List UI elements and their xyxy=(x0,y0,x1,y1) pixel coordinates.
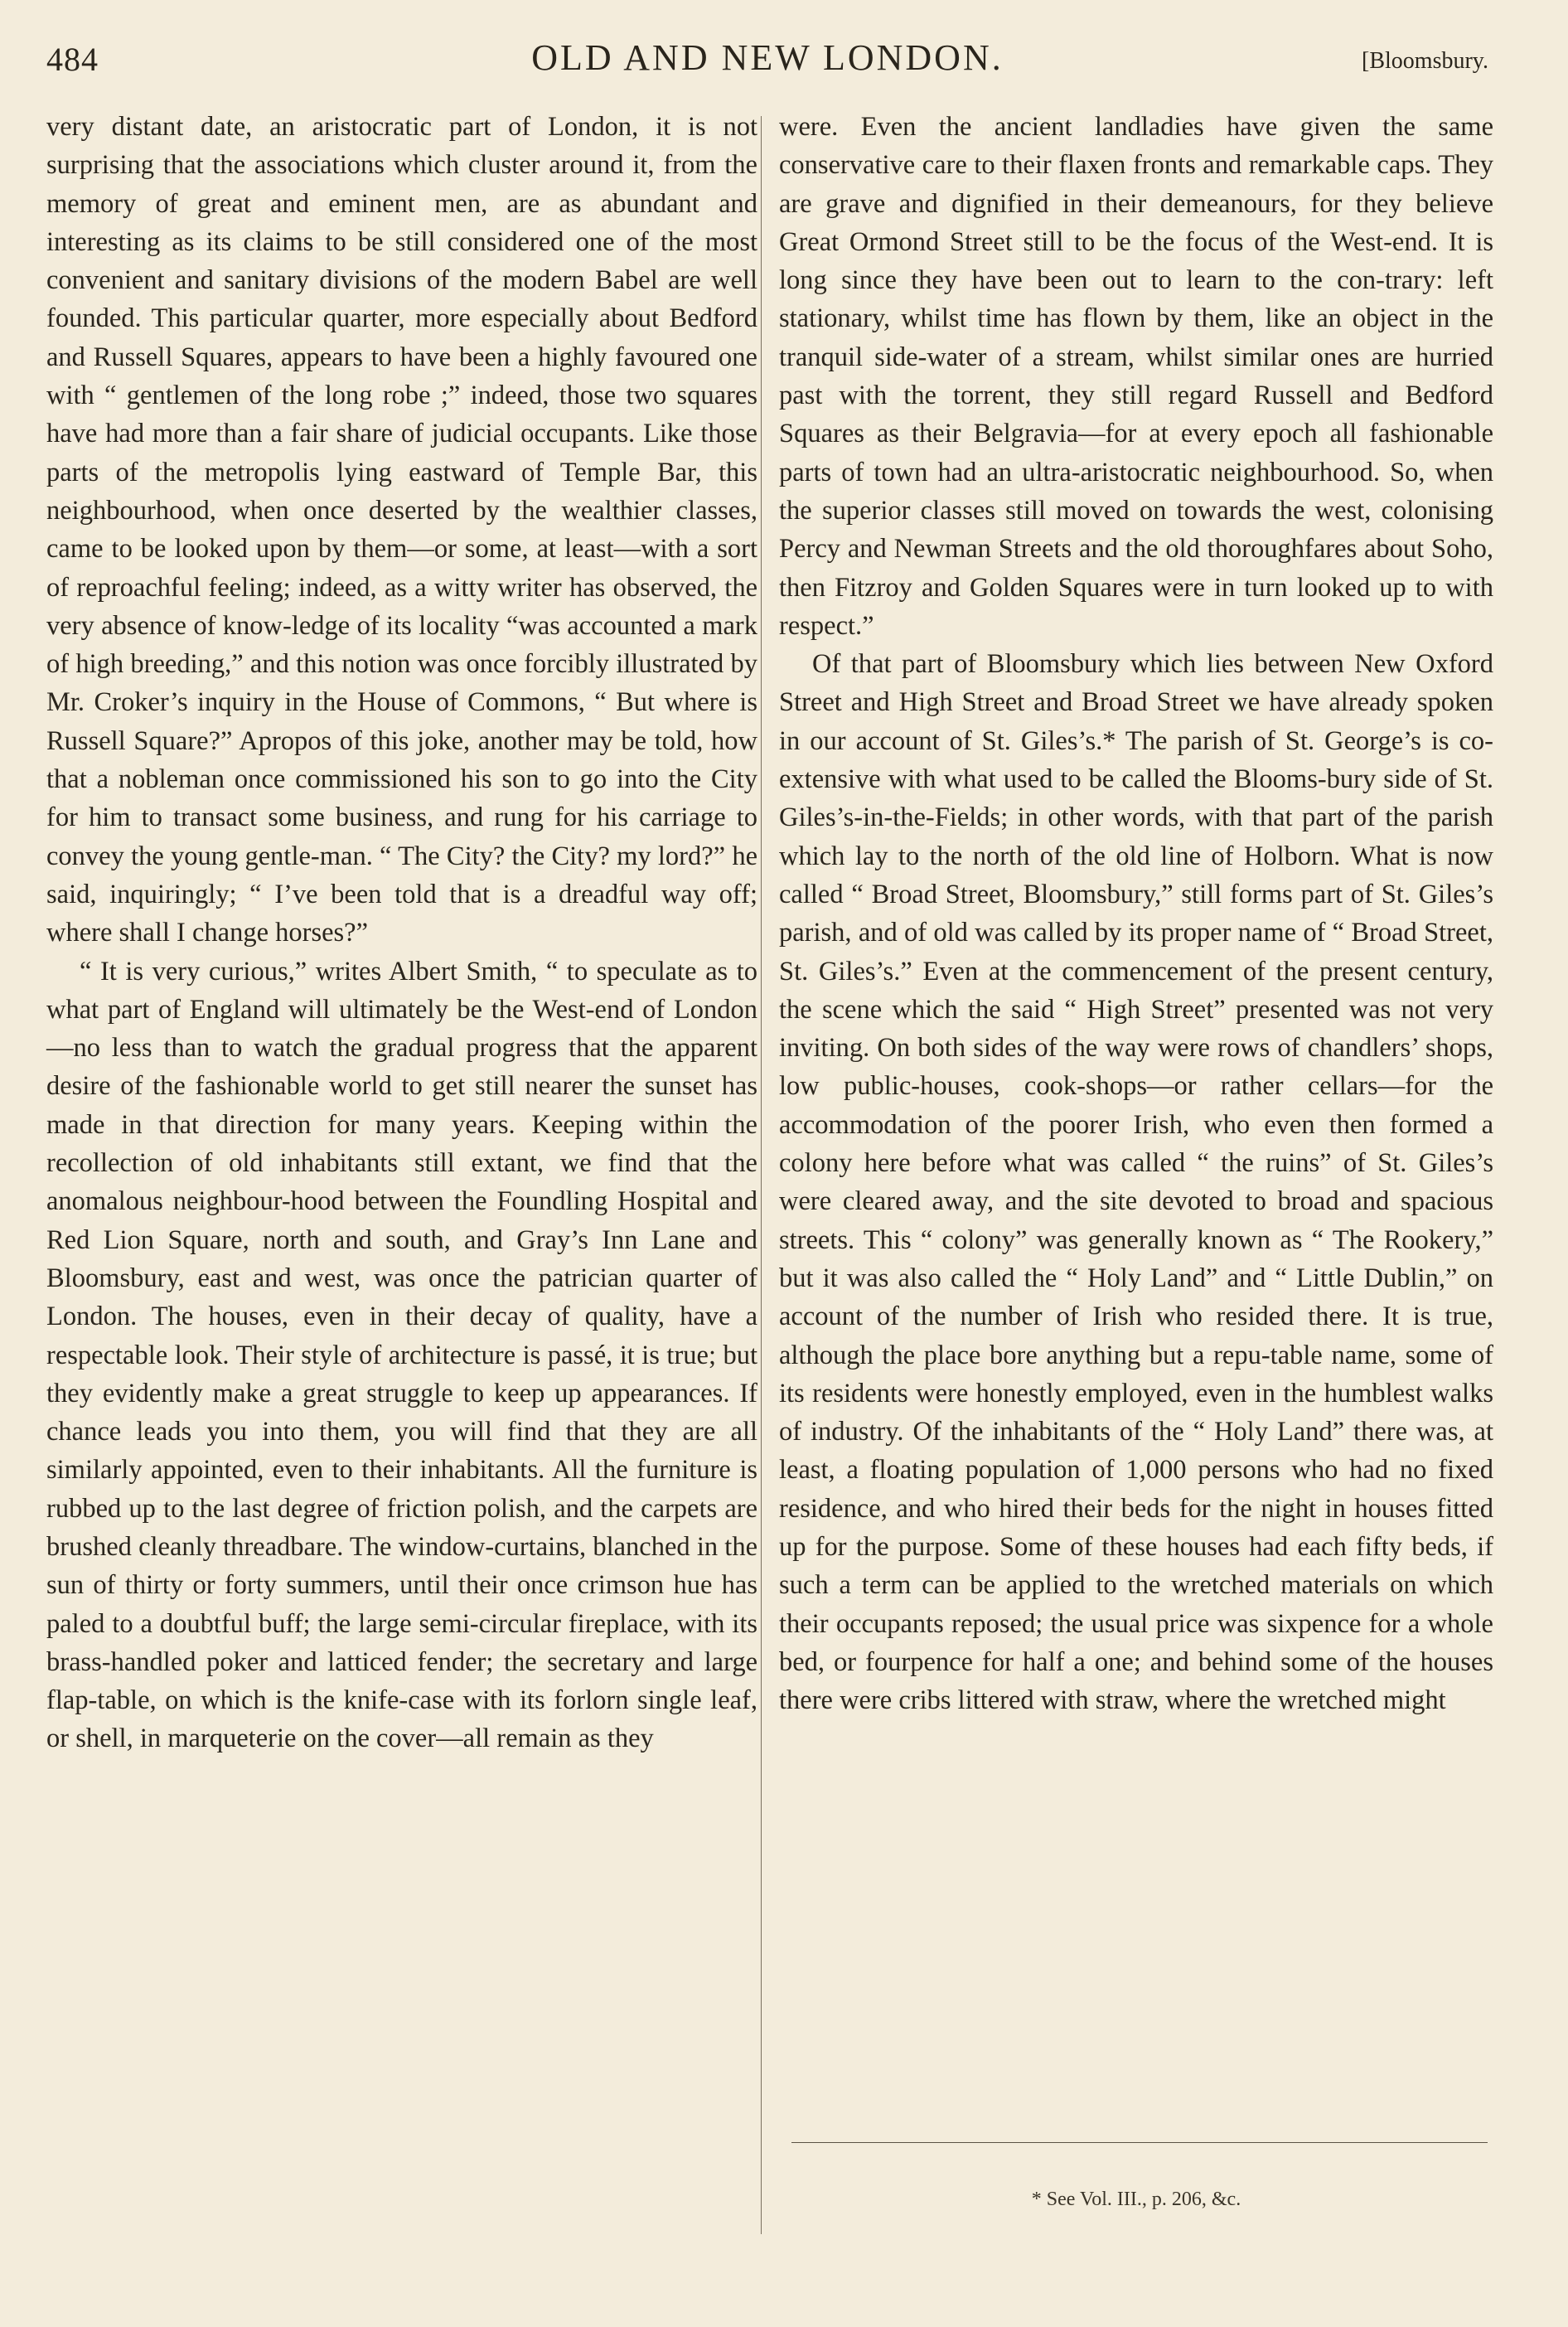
page-number: 484 xyxy=(46,41,99,78)
footnote-rule xyxy=(791,2142,1488,2143)
paragraph: were. Even the ancient landladies have given the same conservative care to their flaxen fronts and remarkable caps. They are grave and dignified in their demeanours, for they believe Great Ormond Street still to be the focus of the West-end. It is long since they have been out to learn to the con-trary: left stationary, whilst time has flown by them, like an object in the tranquil side-water of a stream, whilst similar ones are hurried past with the torrent, they still regard Russell and Bedford Squares as their Belgravia—for at every epoch all fashionable parts of town had an ultra-aristocratic neighbourhood. So, when the superior classes still moved on towards the west, colonising Percy and Newman Streets and the old thoroughfares about Soho, then Fitzroy and Golden Squares were in turn looked up to with respect.” xyxy=(779,112,1493,641)
paragraph: Of that part of Bloomsbury which lies between New Oxford Street and High Street and Broad Street we have already spoken in our account of St. Giles’s.* The parish of St. George’s is co-extensive with what used to be called the Blooms-bury side of St. Giles’s-in-the-Fields; in other words, with that part of the parish which lay to the north of the old line of Holborn. What is now called “ Broad Street, Bloomsbury,” still forms part of St. Giles’s parish, and of old was called by its proper name of “ Broad Street, St. Giles’s.” Even at the commencement of the present century, the scene which the said “ High Street” presented was not very inviting. On both sides of the way were rows of chandlers’ shops, low public-houses, cook-shops—or rather cellars—for the accommodation of the poorer Irish, who even then formed a colony here before what was called “ the ruins” of St. Giles’s were cleared away, and the site devoted to broad and spacious streets. This “ colony” was generally known as “ The Rookery,” but it was also called the “ Holy Land” and “ Little Dublin,” on account of the number of Irish who resided there. It is true, although the place bore anything but a repu-table name, some of its residents were honestly employed, even in the humblest walks of industry. Of the inhabitants of the “ Holy Land” there was, at least, a floating population of 1,000 persons who had no fixed residence, and who hired their beds for the night in houses fitted up for the purpose. Some of these houses had each fifty beds, if such a term can be applied to the wretched materials on which their occupants reposed; the usual price was sixpence for a whole bed, or fourpence for half a one; and behind some of the houses there were cribs littered with straw, where the wretched might xyxy=(779,649,1493,1716)
section-name: [Bloomsbury. xyxy=(1362,48,1488,74)
running-header xyxy=(46,30,1488,88)
paragraph: very distant date, an aristocratic part of London, it is not surprising that the associations which cluster around it, from the memory of great and eminent men, are as abundant and interesting as its claims to be still considered one of the most convenient and sanitary divisions of the modern Babel are well founded. This particular quarter, more especially about Bedford and Russell Squares, appears to have been a highly favoured one with “ gentlemen of the long robe ;” indeed, those two squares have had more than a fair share of judicial occupants. Like those parts of the metropolis lying eastward of Temple Bar, this neighbourhood, when once deserted by the wealthier classes, came to be looked upon by them—or some, at least—with a sort of reproachful feeling; indeed, as a witty writer has observed, the very absence of know-ledge of its locality “was accounted a mark of high breeding,” and this notion was once forcibly illustrated by Mr. Croker’s inquiry in the House of Commons, “ But where is Russell Square?” Apropos of this joke, another may be told, how that a nobleman once commissioned his son to go into the City for him to transact some business, and rung for his carriage to convey the young gentle-man. “ The City? the City? my lord?” he said, inquiringly; “ I’ve been told that is a dreadful way off; where shall I change horses?” xyxy=(46,112,757,948)
book-title: OLD AND NEW LONDON. xyxy=(531,37,1004,78)
footnote: * See Vol. III., p. 206, &c. xyxy=(1031,2189,1241,2210)
paragraph: “ It is very curious,” writes Albert Smith, “ to speculate as to what part of England will ultimately be the West-end of London—no less than to watch the gradual progress that the apparent desire of the fashionable world to get still nearer the sunset has made in that direction for many years. Keeping within the recollection of old inhabitants still extant, we find that the anomalous neighbour-hood between the Foundling Hospital and Red Lion Square, north and south, and Gray’s Inn Lane and Bloomsbury, east and west, was once the patrician quarter of London. The houses, even in their decay of quality, have a respectable look. Their style of architecture is passé, it is true; but they evidently make a great struggle to keep up appearances. If chance leads you into them, you will find that they are all similarly appointed, even to their inhabitants. All the furniture is rubbed up to the last degree of friction polish, and the carpets are brushed cleanly threadbare. The window-curtains, blanched in the sun of thirty or forty summers, until their once crimson hue has paled to a doubtful buff; the large semi-circular fireplace, with its brass-handled poker and latticed fender; the secretary and large flap-table, on which is the knife-case with its forlorn single leaf, or shell, in marqueterie on the cover—all remain as they xyxy=(46,956,757,1754)
right-column xyxy=(779,108,1493,1719)
left-column xyxy=(46,108,757,1758)
column-divider xyxy=(761,116,762,2234)
